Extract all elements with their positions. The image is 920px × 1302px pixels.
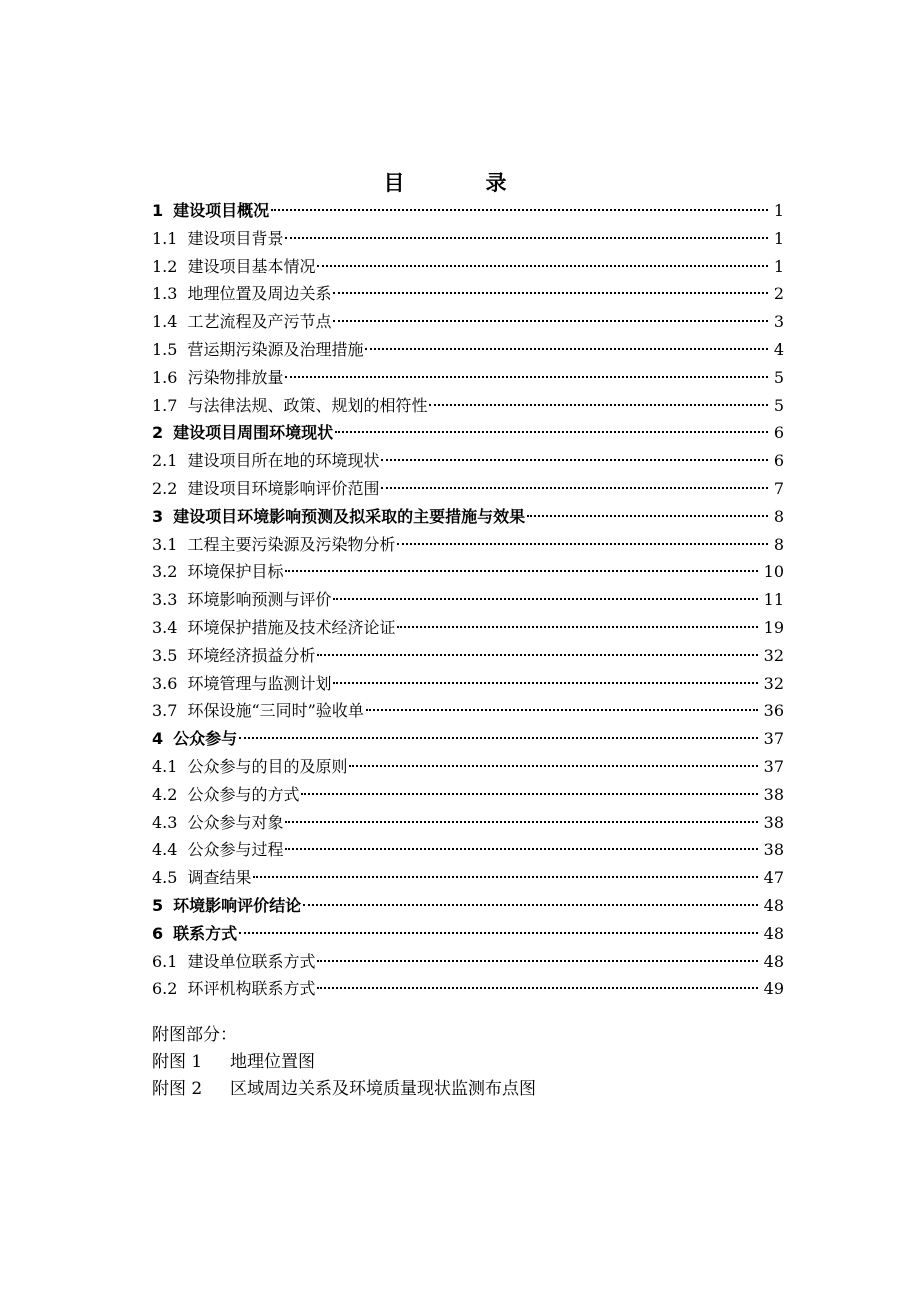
toc-dot-leader [317,654,757,656]
toc-entry[interactable] [152,642,784,670]
toc-dot-leader [317,987,757,989]
toc-entry-number: 1.7 [152,395,178,415]
toc-entry[interactable] [152,475,784,503]
toc-entry-title: 公众参与的目的及原则 [187,756,348,776]
appendix-item [152,1076,792,1103]
toc-entry[interactable] [152,892,784,920]
appendix-item [152,1049,792,1076]
toc-entry-number: 1.3 [152,284,178,304]
toc-dot-leader [239,932,757,934]
toc-entry-title: 环保设施“三同时”验收单 [187,701,364,721]
toc-entry-page: 19 [763,617,784,637]
toc-entry-number: 6.2 [152,979,178,999]
toc-dot-leader [317,960,757,962]
toc-entry-number: 6.1 [152,951,178,971]
toc-entry-number: 1.1 [152,228,178,248]
toc-entry[interactable] [152,753,784,781]
toc-entry-number: 1.4 [152,312,178,332]
toc-entry-page: 6 [773,423,784,443]
toc-entry[interactable] [152,975,784,1003]
toc-entry-title: 建设项目环境影响评价范围 [187,478,380,498]
toc-entry[interactable] [152,920,784,948]
toc-entry-title: 营运期污染源及治理措施 [187,339,364,359]
toc-entry-title: 调查结果 [187,868,252,888]
toc-entry[interactable] [152,558,784,586]
toc-entry-page: 32 [763,673,784,693]
toc-entry-title: 工艺流程及产污节点 [187,312,332,332]
toc-entry-number: 1 [152,201,164,220]
toc-entry-title: 建设项目概况 [173,201,270,220]
toc-entry-title: 环评机构联系方式 [187,979,316,999]
toc-entry-page: 38 [763,812,784,832]
appendix-section [152,1022,792,1103]
toc-entry-page: 48 [763,895,784,915]
toc-entry-number: 3.2 [152,562,178,582]
toc-entry-title: 建设项目所在地的环境现状 [187,451,380,471]
toc-entry[interactable] [152,225,784,253]
toc-entry-title: 公众参与 [173,729,238,749]
toc-entry-number: 2.2 [152,478,178,498]
toc-entry-title: 建设项目基本情况 [187,256,316,276]
toc-entry-page: 38 [763,784,784,804]
toc-entry-number: 3.6 [152,673,178,693]
toc-entry-page: 7 [773,478,784,498]
toc-entry-number: 2.1 [152,451,178,471]
toc-entry[interactable] [152,308,784,336]
toc-entry[interactable] [152,781,784,809]
toc-entry-title: 与法律法规、政策、规划的相符性 [187,395,428,415]
toc-entry[interactable] [152,697,784,725]
toc-entry-page: 38 [763,840,784,860]
toc-dot-leader [381,459,767,461]
toc-dot-leader [285,848,757,850]
toc-dot-leader [285,821,757,823]
toc-entry-page: 48 [763,923,784,943]
toc-entry-number: 3.3 [152,590,178,610]
toc-entry-number: 3 [152,506,164,526]
toc-entry[interactable] [152,531,784,559]
toc-dot-leader [335,431,768,433]
toc-dot-leader [239,737,757,739]
toc-entry-page: 3 [773,312,784,332]
toc-dot-leader [365,348,767,350]
toc-entry-page: 1 [773,201,784,220]
toc-dot-leader [333,320,767,322]
toc-entry-title: 环境管理与监测计划 [187,673,332,693]
toc-entry-number: 4.5 [152,868,178,888]
toc-dot-leader [253,876,757,878]
toc-entry-number: 3.4 [152,617,178,637]
appendix-item-title: 地理位置图 [230,1052,315,1072]
toc-entry-number: 3.7 [152,701,178,721]
toc-dot-leader [303,904,757,906]
toc-entry[interactable] [152,836,784,864]
toc-entry-number: 4 [152,729,164,749]
toc-entry-number: 6 [152,923,164,943]
toc-entry-number: 3.1 [152,534,178,554]
toc-dot-leader [429,404,767,406]
toc-entry[interactable] [152,392,784,420]
toc-entry-number: 1.5 [152,339,178,359]
toc-dot-leader [317,265,767,267]
toc-entry-title: 建设项目周围环境现状 [173,423,334,443]
toc-entry[interactable] [152,586,784,614]
toc-entry-page: 5 [773,367,784,387]
toc-entry-title: 公众参与过程 [187,840,284,860]
toc-entry[interactable] [152,364,784,392]
toc-entry[interactable] [152,419,784,447]
toc-entry-page: 48 [763,951,784,971]
toc-entry-page: 10 [763,562,784,582]
toc-entry-page: 1 [773,228,784,248]
toc-entry-number: 1.2 [152,256,178,276]
toc-dot-leader [333,292,767,294]
toc-dot-leader [333,598,757,600]
toc-entry-number: 5 [152,895,164,915]
toc-entry-title: 污染物排放量 [187,367,284,387]
toc-entry-title: 工程主要污染源及污染物分析 [187,534,396,554]
toc-entry[interactable] [152,447,784,475]
appendix-heading: 附图部分： [152,1025,237,1045]
toc-dot-leader [271,209,768,211]
toc-dot-leader [527,515,768,517]
toc-entry-page: 47 [763,868,784,888]
toc-entry[interactable] [152,725,784,753]
toc-entry-number: 2 [152,423,164,443]
toc-entry-page: 1 [773,256,784,276]
toc-entry-page: 36 [763,701,784,721]
toc-entry[interactable] [152,948,784,976]
toc-entry-title: 环境保护目标 [187,562,284,582]
toc-entry[interactable] [152,197,784,225]
appendix-item-label: 附图 1 [152,1052,203,1072]
toc-dot-leader [366,709,758,711]
toc-entry-title: 环境经济损益分析 [187,645,316,665]
toc-dot-leader [285,376,767,378]
toc-entry-number: 4.1 [152,756,178,776]
toc-entry[interactable] [152,670,784,698]
toc-entry-number: 4.3 [152,812,178,832]
appendix-item-title: 区域周边关系及环境质量现状监测布点图 [230,1079,536,1099]
toc-entry[interactable] [152,253,784,281]
toc-entry[interactable] [152,336,784,364]
toc-dot-leader [333,682,757,684]
toc-entry-page: 11 [763,590,784,610]
toc-entry-title: 环境保护措施及技术经济论证 [187,617,396,637]
toc-dot-leader [349,765,757,767]
appendix-item-label: 附图 2 [152,1079,203,1099]
toc-entry-title: 公众参与对象 [187,812,284,832]
toc-entry-number: 4.2 [152,784,178,804]
toc-dot-leader [285,570,757,572]
toc-entry-number: 4.4 [152,840,178,860]
toc-dot-leader [285,237,767,239]
toc-entry-page: 37 [763,729,784,749]
toc-entry-title: 环境影响预测与评价 [187,590,332,610]
toc-entry-title: 地理位置及周边关系 [187,284,332,304]
toc-entry-page: 8 [773,506,784,526]
toc-entry-title: 联系方式 [173,923,238,943]
toc-entry-page: 5 [773,395,784,415]
appendix-list [152,1049,792,1103]
toc-entry[interactable] [152,503,784,531]
toc-entry-page: 8 [773,534,784,554]
toc-entry-title: 建设单位联系方式 [187,951,316,971]
toc-entry-number: 3.5 [152,645,178,665]
toc-entry[interactable] [152,809,784,837]
toc-entry-page: 49 [763,979,784,999]
toc-entry-page: 37 [763,756,784,776]
toc-title: 目 录 [383,171,537,195]
toc-dot-leader [301,793,757,795]
toc-entry-page: 6 [773,451,784,471]
toc-entry-title: 公众参与的方式 [187,784,300,804]
toc-entry[interactable] [152,614,784,642]
toc-entry-page: 32 [763,645,784,665]
toc-entry-title: 环境影响评价结论 [173,895,302,915]
toc-dot-leader [397,543,767,545]
toc-entry-title: 建设项目环境影响预测及拟采取的主要措施与效果 [173,506,526,526]
toc-entry[interactable] [152,864,784,892]
toc-entry[interactable] [152,280,784,308]
toc-dot-leader [397,626,757,628]
toc-entry-page: 2 [773,284,784,304]
toc-entry-title: 建设项目背景 [187,228,284,248]
table-of-contents [152,197,784,1003]
toc-entry-number: 1.6 [152,367,178,387]
toc-entry-page: 4 [773,339,784,359]
toc-dot-leader [381,487,767,489]
